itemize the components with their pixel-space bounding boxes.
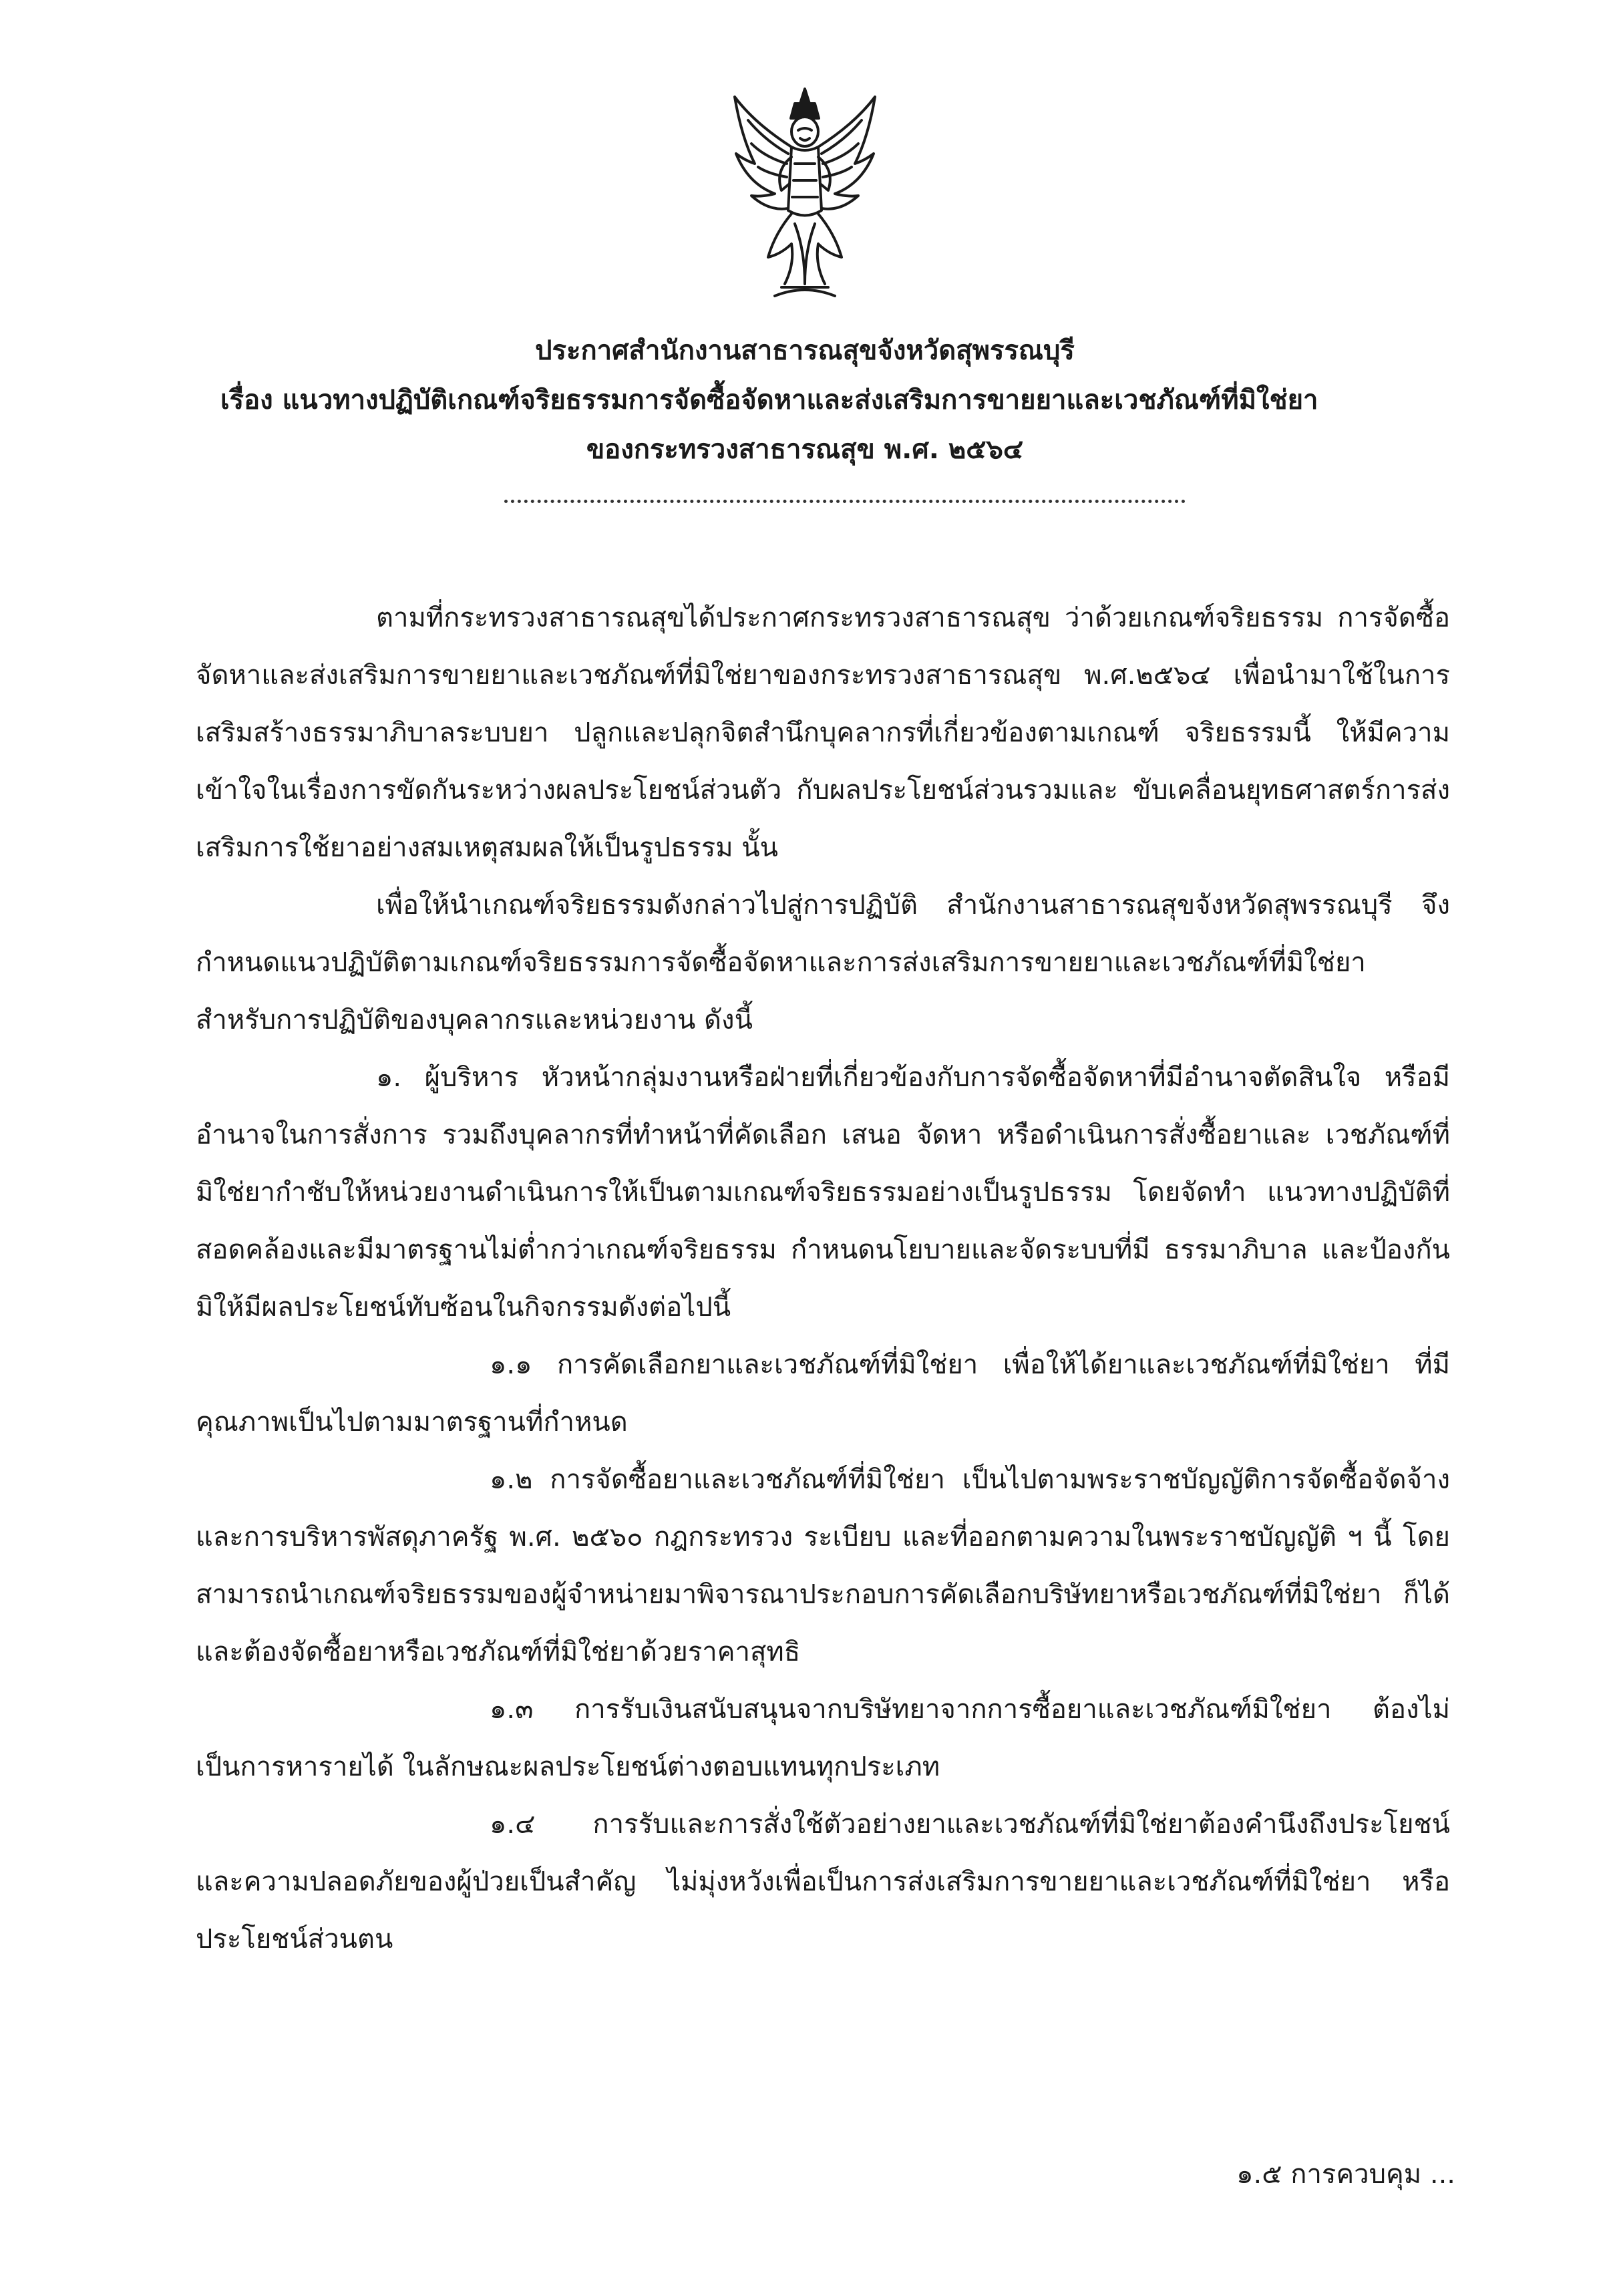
paragraph-item-1-1: ๑.๑ การคัดเลือกยาและเวชภัณฑ์ที่มิใช่ยา เพื่อให้ได้ยาและเวชภัณฑ์ที่มิใช่ยา ที่มีคุณภาพเป็นไปตามมาตรฐานที่กำหนด [196, 1349, 1450, 1438]
title-line-3: ของกระทรวงสาธารณสุข พ.ศ. ๒๕๖๔ [586, 434, 1024, 465]
title-line-1: ประกาศสำนักงานสาธารณสุขจังหวัดสุพรรณบุรี [535, 335, 1075, 366]
paragraph-item-1-4: ๑.๔ การรับและการสั่งใช้ตัวอย่างยาและเวชภัณฑ์ที่มิใช่ยาต้องคำนึงถึงประโยชน์ และความปลอดภัยของผู้ป่วยเป็นสำคัญ ไม่มุ่งหวังเพื่อเป็นการส่งเสริมการขายยาและเวชภัณฑ์ที่มิใช่ยา หรือประโยชน์ส่วนตน [196, 1809, 1450, 1955]
paragraph-purpose: เพื่อให้นำเกณฑ์จริยธรรมดังกล่าวไปสู่การปฏิบัติ สำนักงานสาธารณสุขจังหวัดสุพรรณบุรี จึงกำหนดแนวปฏิบัติตามเกณฑ์จริยธรรมการจัดซื้อจัดหาและการส่งเสริมการขายยาและเวชภัณฑ์ที่มิใช่ยา สำหรับการปฏิบัติของบุคลากรและหน่วยงาน ดังนี้ [196, 890, 1450, 1035]
paragraph-item-1: ๑. ผู้บริหาร หัวหน้ากลุ่มงานหรือฝ่ายที่เกี่ยวข้องกับการจัดซื้อจัดหาที่มีอำนาจตัดสินใจ หรือมีอำนาจในการสั่งการ รวมถึงบุคลากรที่ทำหน้าที่คัดเลือก เสนอ จัดหา หรือดำเนินการสั่งซื้อยาและ เวชภัณฑ์ที่มิใช่ยากำชับให้หน่วยงานดำเนินการให้เป็นตามเกณฑ์จริยธรรมอย่างเป็นรูปธรรม โดยจัดทำ แนวทางปฏิบัติที่สอดคล้องและมีมาตรฐานไม่ต่ำกว่าเกณฑ์จริยธรรม กำหนดนโยบายและจัดระบบที่มี ธรรมาภิบาล และป้องกันมิให้มีผลประโยชน์ทับซ้อนในกิจกรรมดังต่อไปนี้ [196, 1062, 1450, 1323]
announcement-title [160, 326, 1449, 474]
continuation-marker: ๑.๕ การควบคุม ... [1236, 2159, 1455, 2190]
paragraph-item-1-2: ๑.๒ การจัดซื้อยาและเวชภัณฑ์ที่มิใช่ยา เป็นไปตามพระราชบัญญัติการจัดซื้อจัดจ้าง และการบริหารพัสดุภาครัฐ พ.ศ. ๒๕๖๐ กฎกระทรวง ระเบียบ และที่ออกตามความในพระราชบัญญัติ ฯ นี้ โดยสามารถนำเกณฑ์จริยธรรมของผู้จำหน่ายมาพิจารณาประกอบการคัดเลือกบริษัทยาหรือเวชภัณฑ์ที่มิใช่ยา ก็ได้ และต้องจัดซื้อยาหรือเวชภัณฑ์ที่มิใช่ยาด้วยราคาสุทธิ [196, 1464, 1450, 1667]
garuda-emblem-icon [728, 84, 882, 304]
title-subject: เรื่อง แนวทางปฏิบัติเกณฑ์จริยธรรมการจัดซื้อจัดหาและส่งเสริมการขายยาและเวชภัณฑ์ที่มิใช่ยา [220, 385, 1318, 416]
paragraph-item-1-3: ๑.๓ การรับเงินสนับสนุนจากบริษัทยาจากการซื้อยาและเวชภัณฑ์มิใช่ยา ต้องไม่เป็นการหารายได้ ในลักษณะผลประโยชน์ต่างตอบแทนทุกประเภท [196, 1694, 1450, 1782]
paragraph-preamble: ตามที่กระทรวงสาธารณสุขได้ประกาศกระทรวงสาธารณสุข ว่าด้วยเกณฑ์จริยธรรม การจัดซื้อจัดหาและส่งเสริมการขายยาและเวชภัณฑ์ที่มิใช่ยาของกระทรวงสาธารณสุข พ.ศ.๒๕๖๔ เพื่อนำมาใช้ในการเสริมสร้างธรรมาภิบาลระบบยา ปลูกและปลุกจิตสำนึกบุคลากรที่เกี่ยวข้องตามเกณฑ์ จริยธรรมนี้ ให้มีความเข้าใจในเรื่องการขัดกันระหว่างผลประโยชน์ส่วนตัว กับผลประโยชน์ส่วนรวมและ ขับเคลื่อนยุทธศาสตร์การส่งเสริมการใช้ยาอย่างสมเหตุสมผลให้เป็นรูปธรรม นั้น [196, 603, 1450, 863]
title-divider [504, 500, 1186, 503]
document-body [196, 589, 1450, 1968]
